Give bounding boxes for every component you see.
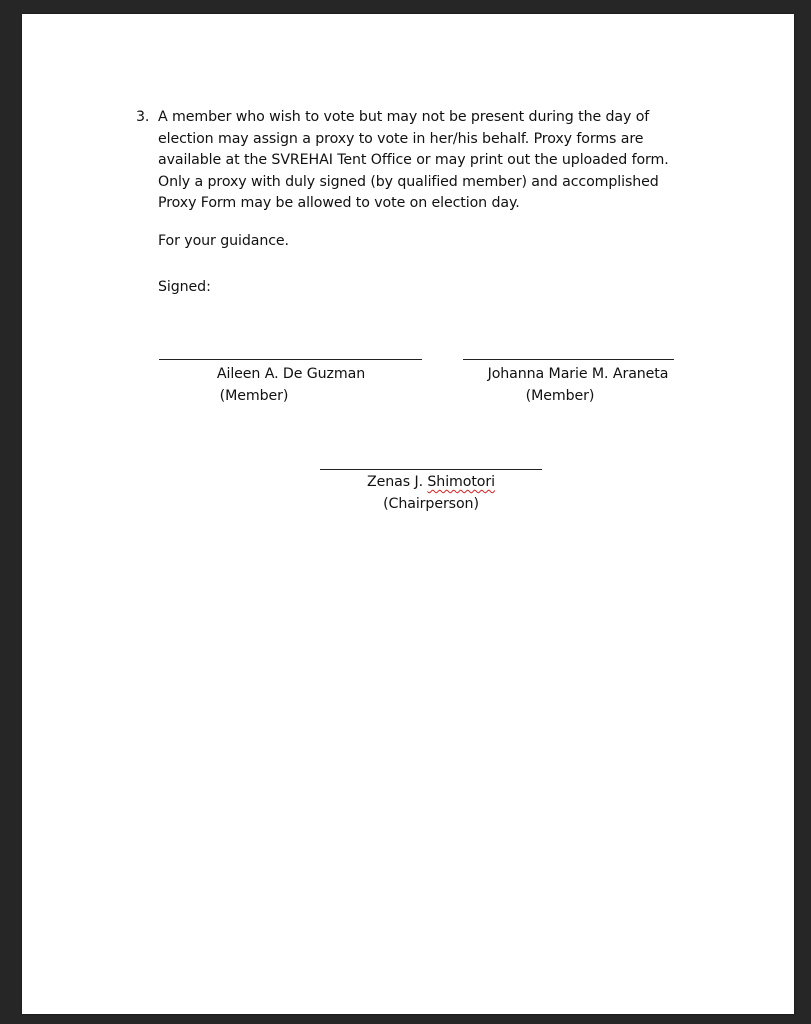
signatory-role-3: (Chairperson)	[383, 496, 479, 512]
paragraph-body	[158, 107, 698, 215]
signatory-name-2: Johanna Marie M. Araneta	[487, 366, 669, 382]
signature-line-2	[463, 359, 674, 360]
signatory-role-2: (Member)	[525, 388, 595, 404]
paragraph-line: Proxy Form may be allowed to vote on election day.	[158, 195, 520, 211]
paragraph-line: election may assign a proxy to vote in her/his behalf. Proxy forms are	[158, 130, 644, 147]
paragraph-line: Only a proxy with duly signed (by qualified member) and accomplished	[158, 173, 659, 190]
paragraph-line: available at the SVREHAI Tent Office or may print out the uploaded form.	[158, 152, 669, 168]
signed-label: Signed:	[158, 279, 211, 295]
signatory-name-1: Aileen A. De Guzman	[216, 366, 366, 382]
item-number: 3.	[136, 109, 150, 125]
signatory-name-3-first: Zenas J.	[367, 474, 428, 490]
document-page	[22, 14, 794, 1014]
paragraph-line: A member who wish to vote but may not be present during the day of	[158, 109, 650, 125]
signature-line-3	[320, 469, 542, 470]
signatory-role-1: (Member)	[219, 388, 289, 404]
guidance-text: For your guidance.	[158, 233, 289, 249]
spellcheck-flagged-word[interactable]: Shimotori	[427, 474, 495, 490]
signature-line-1	[159, 359, 422, 360]
signatory-name-3	[320, 474, 542, 490]
